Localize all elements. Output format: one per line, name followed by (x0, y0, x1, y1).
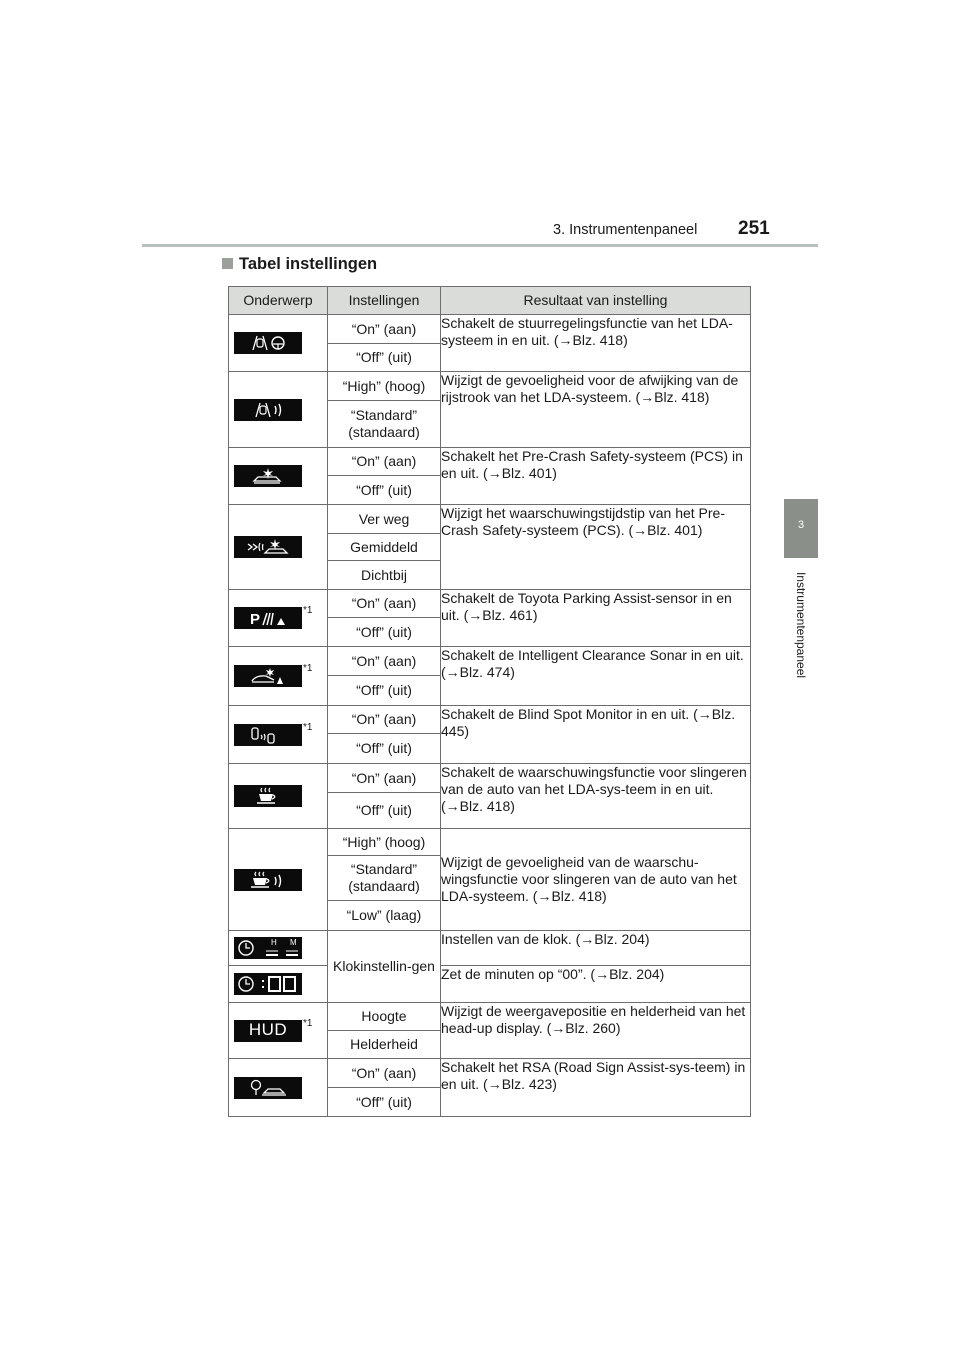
subject-cell (229, 590, 328, 647)
section-title (222, 255, 377, 274)
setting-value: Helderheid (328, 1031, 441, 1059)
result-cell: Wijzigt de gevoeligheid van de waarschu-wingsfunctie voor slingeren van de auto van het LDA-systeem. (→Blz. 418) (441, 829, 751, 931)
road-sign-assist-icon (234, 1077, 302, 1099)
setting-value: “Off” (uit) (328, 793, 441, 829)
setting-value: “Standard” (standaard) (328, 401, 441, 448)
parking-assist-icon (234, 607, 302, 629)
result-cell: Schakelt de Intelligent Clearance Sonar in en uit. (→Blz. 474) (441, 647, 751, 706)
pcs-timing-icon (234, 536, 302, 558)
clock-hour-label: H (271, 938, 277, 947)
setting-value: Klokinstellin-gen (328, 931, 441, 1003)
setting-value: “On” (aan) (328, 590, 441, 618)
subject-cell (229, 315, 328, 372)
setting-value: “Off” (uit) (328, 734, 441, 764)
lda-steering-icon (234, 332, 302, 354)
footnote-marker: *1 (303, 1017, 313, 1029)
clock-zero-minutes-icon (234, 973, 302, 995)
subject-cell (229, 966, 328, 1003)
setting-value: “On” (aan) (328, 315, 441, 344)
column-header: Instellingen (328, 287, 441, 315)
clearance-sonar-icon (234, 665, 302, 687)
result-cell: Schakelt de stuurregelingsfunctie van het LDA-systeem in en uit. (→Blz. 418) (441, 315, 751, 372)
page-header (0, 0, 960, 250)
column-header: Resultaat van instelling (441, 287, 751, 315)
header-divider (142, 244, 818, 247)
setting-value: “Off” (uit) (328, 1088, 441, 1117)
chapter-side-label-text: Instrumentenpaneel (794, 571, 808, 679)
setting-value: “Off” (uit) (328, 676, 441, 706)
table-row (229, 647, 751, 676)
setting-value: “On” (aan) (328, 448, 441, 476)
result-cell: Instellen van de klok. (→Blz. 204) (441, 931, 751, 966)
setting-value: Hoogte (328, 1003, 441, 1031)
pcs-icon (234, 465, 302, 487)
lda-sensitivity-icon (234, 399, 302, 421)
result-cell: Wijzigt het waarschuwingstijdstip van het Pre-Crash Safety-systeem (PCS). (→Blz. 401) (441, 505, 751, 590)
subject-cell (229, 1059, 328, 1117)
subject-cell (229, 448, 328, 505)
chapter-side-label (776, 565, 826, 685)
page-number: 251 (738, 218, 770, 239)
subject-cell (229, 931, 328, 966)
table-row (229, 706, 751, 734)
table-row (229, 505, 751, 534)
blind-spot-monitor-icon (234, 724, 302, 746)
table-row (229, 966, 751, 1003)
setting-value: Ver weg (328, 505, 441, 534)
result-cell: Zet de minuten op “00”. (→Blz. 204) (441, 966, 751, 1003)
setting-value: “Off” (uit) (328, 618, 441, 647)
clock-hm-icon (234, 937, 302, 959)
setting-value: “Low” (laag) (328, 901, 441, 931)
table-row (229, 1059, 751, 1088)
setting-value: “On” (aan) (328, 647, 441, 676)
svg-text:P: P (250, 611, 261, 627)
result-cell: Schakelt de Blind Spot Monitor in en uit. (→Blz. 445) (441, 706, 751, 764)
hud-icon (234, 1020, 302, 1042)
table-row (229, 764, 751, 793)
hud-icon-text: HUD (248, 1020, 288, 1040)
settings-table (228, 286, 751, 1117)
table-row (229, 372, 751, 401)
result-cell: Schakelt het RSA (Road Sign Assist-sys-teem) in en uit. (→Blz. 423) (441, 1059, 751, 1117)
footnote-marker: *1 (303, 663, 313, 674)
coffee-cup-icon (234, 785, 302, 807)
setting-value: “High” (hoog) (328, 372, 441, 401)
setting-value: “Off” (uit) (328, 476, 441, 505)
subject-cell (229, 505, 328, 590)
subject-cell (229, 764, 328, 829)
subject-cell (229, 372, 328, 448)
setting-value: “Standard” (standaard) (328, 856, 441, 901)
table-header-row (229, 287, 751, 315)
result-cell: Wijzigt de weergavepositie en helderheid van het head-up display. (→Blz. 260) (441, 1003, 751, 1059)
section-title-text: Tabel instellingen (239, 255, 378, 273)
column-header: Onderwerp (229, 287, 328, 315)
setting-value: “On” (aan) (328, 764, 441, 793)
result-cell: Schakelt het Pre-Crash Safety-systeem (PCS) in en uit. (→Blz. 401) (441, 448, 751, 505)
setting-value: “High” (hoog) (328, 829, 441, 856)
clock-minute-label: M (290, 938, 297, 947)
subject-cell (229, 706, 328, 764)
table-row (229, 931, 751, 966)
bullet-square-icon (222, 258, 233, 269)
table-row (229, 829, 751, 856)
coffee-cup-sensitivity-icon (234, 869, 302, 891)
setting-value: “On” (aan) (328, 706, 441, 734)
footnote-marker: *1 (303, 721, 313, 733)
result-cell: Wijzigt de gevoeligheid voor de afwijking van de rijstrook van het LDA-systeem. (→Blz. 418) (441, 372, 751, 448)
table-row (229, 315, 751, 344)
table-row (229, 590, 751, 618)
setting-value: “On” (aan) (328, 1059, 441, 1088)
footnote-marker: *1 (303, 605, 313, 616)
setting-value: Gemiddeld (328, 534, 441, 561)
subject-cell (229, 1003, 328, 1059)
subject-cell (229, 829, 328, 931)
chapter-tab-number: 3 (797, 519, 805, 531)
result-cell: Schakelt de waarschuwingsfunctie voor slingeren van de auto van het LDA-sys-teem in en uit. (→Blz. 418) (441, 764, 751, 829)
chapter-tab (784, 499, 818, 558)
table-row (229, 1003, 751, 1031)
chapter-title: 3. Instrumentenpaneel (553, 222, 698, 238)
result-cell: Schakelt de Toyota Parking Assist-sensor in en uit. (→Blz. 461) (441, 590, 751, 647)
table-row (229, 448, 751, 476)
setting-value: “Off” (uit) (328, 344, 441, 372)
subject-cell (229, 647, 328, 706)
setting-value: Dichtbij (328, 561, 441, 590)
